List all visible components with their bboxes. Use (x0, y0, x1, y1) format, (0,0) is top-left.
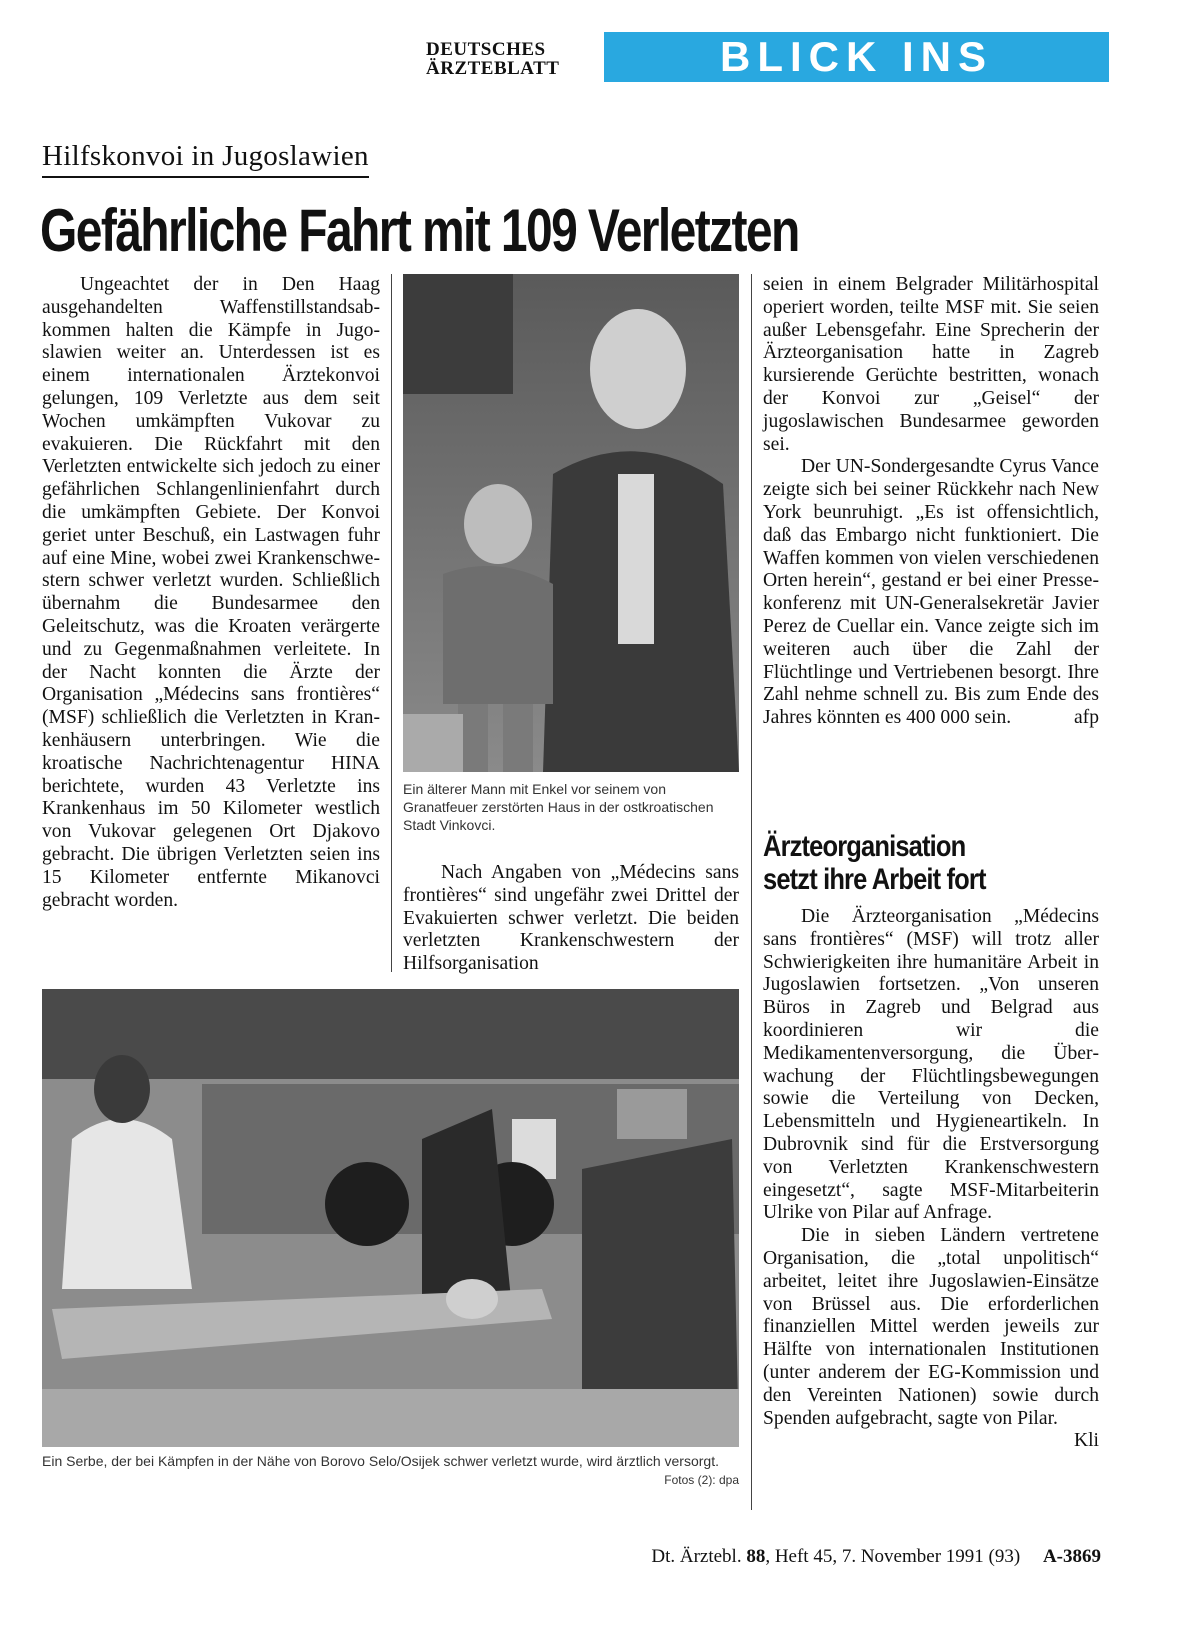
author-signoff: afp (1073, 707, 1099, 729)
article-column-2 (403, 862, 739, 976)
article-kicker: Hilfskonvoi in Jugoslawien (42, 140, 369, 178)
photo-stretcher-image (42, 989, 739, 1447)
article-column-3 (763, 274, 1099, 730)
article-paragraph: seien in einem Belgrader Militärhospital operiert worden, teilte MSF mit. Sie seien außer Lebensgefahr. Eine Sprecherin der Ärzteorganisation hatte in Zagreb kursierende Gerüchte bestritten, wonach der Konvoi zur „Geisel“ der jugoslawischen Bundesarmee geworden sei. (763, 274, 1099, 455)
article-column-1 (42, 274, 380, 912)
article-headline: Gefährliche Fahrt mit 109 Verletzten (40, 197, 799, 264)
sidebar-paragraph: Die in sieben Ländern vertretene Organisation, die „total unpolitisch“ arbeitet, leitet ihre Jugoslawien-Einsätze von Brüssel aus. Die erforderlichen finanziellen Mittel werden jeweils zur Hälfte von internationalen Institutionen (unter anderem der EG-Kommission und den Vereinten Nationen) sowie durch Spenden aufgebracht, sagte von Pilar. Kli (763, 1225, 1099, 1452)
photo-caption: Ein Serbe, der bei Kämpfen in der Nähe von Borovo Selo/Osijek schwer verletzt wurde, wird ärztlich versorgt. (42, 1453, 719, 1469)
photo-credit: Fotos (2): dpa (664, 1473, 739, 1487)
page-footer (651, 1546, 1101, 1568)
section-banner: BLICK INS AUSLAND (604, 32, 1109, 82)
article-paragraph: Der UN-Sondergesandte Cyrus Vance zeigte sich bei seiner Rückkehr nach New York beunruhigt. „Es ist offensichtlich, daß das Embargo nicht funktioniert. Die Waffen kommen von vielen verschiedenen Orten herein“, gestand er bei einer Pressekonferenz mit UN-Generalsekretär Javier Perez de Cuellar ein. Vance zeigte sich im weiteren auch über die Zahl der Flüchtlinge und Vertriebenen besorgt. Ihre Zahl nehme schnell zu. Bis zum Ende des Jahres könnten es 400 000 sein. afp (763, 456, 1099, 729)
photo-old-man-with-grandson (403, 274, 739, 772)
page-number: A-3869 (1042, 1546, 1101, 1567)
column-rule (391, 274, 392, 972)
journal-logo: DEUTSCHES ÄRZTEBLATT (426, 39, 560, 79)
sidebar-headline: Ärzteorganisation setzt ihre Arbeit fort (763, 830, 986, 896)
citation-volume: 88 (746, 1546, 766, 1567)
article-paragraph: Nach Angaben von „Médecins sans frontières“ sind ungefähr zwei Drittel der Evakuierten schwer verletzt. Die beiden verletzten Krankenschwestern der Hilfsorganisation (403, 862, 739, 975)
author-signoff: Kli (1073, 1430, 1099, 1452)
citation-prefix: Dt. Ärztebl. (651, 1546, 742, 1567)
article-paragraph: Ungeachtet der in Den Haag ausgehandelten Waffenstillstandsabkommen halten die Kämpfe in Jugoslawien weiter an. Unterdessen ist es einem internationalen Ärztekonvoi gelungen, 109 Verletzte aus dem seit Wochen umkämpften Vukovar zu evakuieren. Die Rückfahrt mit den Verletzten entwickelte sich jedoch zu einer gefährlichen Schlangenlinienfahrt durch die umkämpften Gebiete. Der Konvoi geriet unter Beschuß, ein Lastwagen fuhr auf eine Mine, wobei zwei Krankenschwestern schwer verletzt wurden. Schließlich übernahm die Bundesarmee den Geleitschutz, was die Kroaten verärgerte und zu Gegenmaßnahmen verleitete. In der Nacht konnten die Ärzte der Organisation „Médecins sans frontières“ (MSF) schließlich die Verletzten in Krankenhäusern unterbringen. Wie die kroatische Nachrichtenagentur HINA berichtete, wurden 43 Verletzte ins Krankenhaus im 50 Kilometer westlich von Vukovar gelegenen Ort Djakovo gebracht. Die übrigen Verletzten seien ins 15 Kilometer entfernte Mikanovci gebracht worden. (42, 274, 380, 911)
photo-wounded-on-stretcher (42, 989, 739, 1447)
photo-old-man-image (403, 274, 739, 772)
citation-issue: , Heft 45, 7. November 1991 (93) (765, 1546, 1021, 1567)
column-rule (751, 274, 752, 1510)
masthead (426, 32, 1181, 130)
photo-caption: Ein älterer Mann mit Enkel vor seinem von Granatfeuer zerstörten Haus in der ostkroatischen Stadt Vinkovci. (403, 781, 714, 833)
sidebar-column (763, 906, 1099, 1453)
sidebar-paragraph: Die Ärzteorganisation „Médecins sans frontières“ (MSF) will trotz aller Schwierigkeiten ihre humanitäre Arbeit in Jugoslawien fortsetzen. „Von unseren Büros in Zagreb und Belgrad aus koordinieren wir die Medikamentenversorgung, die Überwachung der Flüchtlingsbewegungen sowie die Verteilung von Decken, Lebensmitteln und Hygieneartikeln. In Dubrovnik sind für die Erstversorgung von Verletzten Krankenschwestern eingesetzt“, sagte MSF-Mitarbeiterin Ulrike von Pilar auf Anfrage. (763, 906, 1099, 1224)
